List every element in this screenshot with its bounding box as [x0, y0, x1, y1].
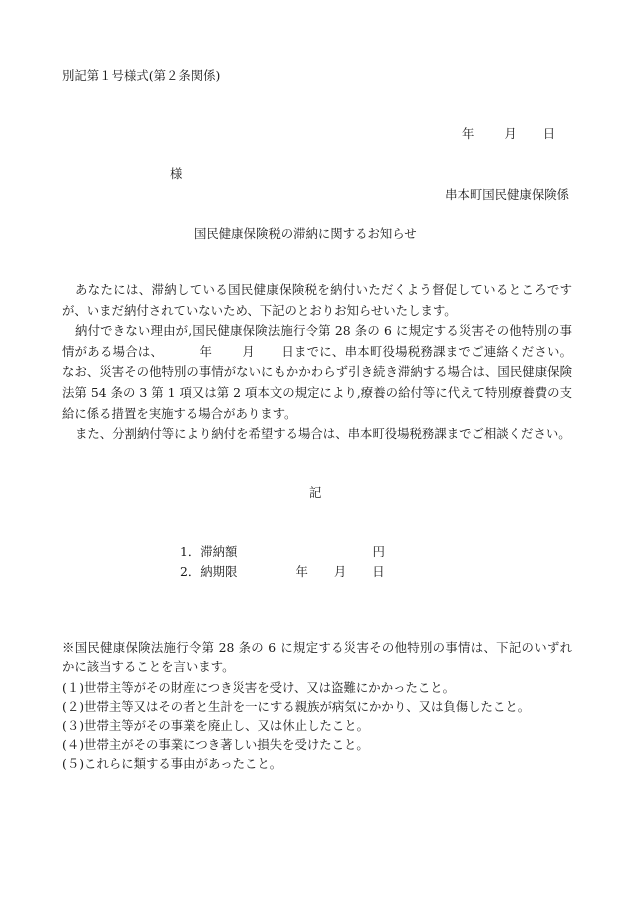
- item-arrears-unit: 円: [372, 544, 385, 559]
- body-paragraph-2-year: 年: [199, 343, 213, 359]
- item-arrears: [180, 542, 385, 560]
- body-paragraph-2-rest: 日までに、串本町役場税務課までご連絡ください。なお、災害その他特別の事情がないにもかかわらず引き続き滞納する場合は、国民健康保険法第 54 条の 3 第 1 項又は第 2 項本文の規定により,療養の給付等に代えて特別療養費の支給に係る措置を実施する場合があります。: [62, 343, 573, 421]
- date-header: [462, 124, 555, 142]
- notice-title: 国民健康保険税の滞納に関するお知らせ: [194, 226, 417, 241]
- body-paragraph-2: [62, 321, 572, 424]
- item-due-day: 日: [372, 564, 385, 579]
- item-due-month: 月: [333, 564, 347, 579]
- body-paragraph-1: あなたには、滞納している国民健康保険税を納付いただくよう督促しているところですが、いまだ納付されていないため、下記のとおりお知らせいたします。: [62, 282, 572, 318]
- item-due-number: 2．: [180, 564, 201, 579]
- date-header-year: 年: [462, 126, 475, 141]
- sender: 串本町国民健康保険係: [445, 187, 569, 202]
- note-item-2: (２)世帯主等又はその者と生計を一にする親族が病気にかかり、又は負傷したこと。: [62, 699, 531, 714]
- item-arrears-number: 1．: [180, 544, 201, 559]
- note-item-3: (３)世帯主等がその事業を廃止し、又は休止したこと。: [62, 718, 370, 733]
- note-item-5: (５)これらに類する事由があったこと。: [62, 756, 283, 771]
- body-paragraph-3: また、分割納付等により納付を希望する場合は、串本町役場税務課までご相談ください。: [75, 426, 571, 442]
- note-intro: ※国民健康保険法施行令第 28 条の 6 に規定する災害その他特別の事情は、下記のいずれかに該当することを言います。: [62, 640, 572, 674]
- item-due-year: 年: [295, 564, 308, 579]
- date-header-month: 月: [504, 126, 517, 141]
- note-item-1: (１)世帯主等がその財産につき災害を受け、又は盗難にかかったこと。: [62, 680, 456, 695]
- body-paragraph-2-month: 月: [242, 343, 256, 359]
- item-due-label: 納期限: [200, 564, 238, 579]
- date-header-day: 日: [542, 126, 556, 141]
- notice-body: [62, 280, 572, 445]
- body-paragraph-2-lead: 納付できない理由が,国民健康保険法施行令第 28 条の 6 に規定する災害その他特別の事情がある場合は、: [62, 323, 572, 359]
- ki-heading: 記: [309, 485, 322, 500]
- form-label: 別記第１号様式(第２条関係): [62, 68, 221, 83]
- item-arrears-label: 滞納額: [200, 544, 238, 559]
- addressee: 様: [170, 166, 183, 181]
- item-due-date: [180, 562, 385, 580]
- note-item-4: (４)世帯主がその事業につき著しい損失を受けたこと。: [62, 737, 369, 752]
